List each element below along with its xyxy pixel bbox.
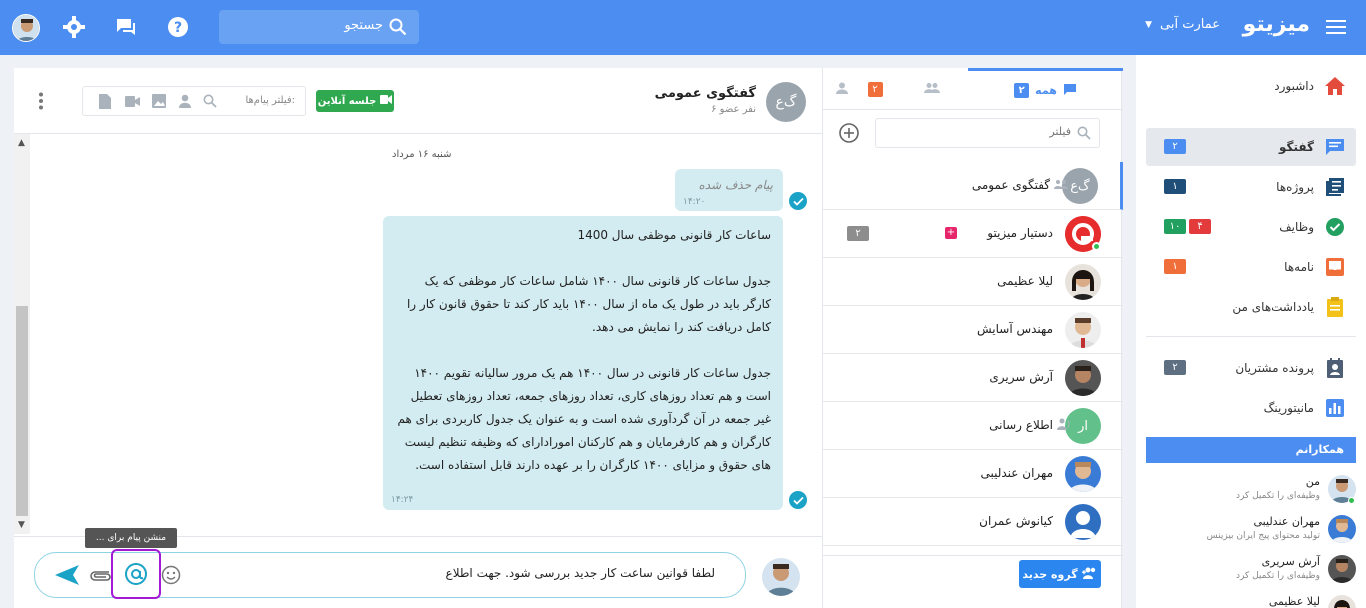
settings-gear-icon[interactable] [60,13,88,41]
tasks-count-badge: ۱۰ [1164,219,1186,234]
message-title: ساعات کار قانونی موظفی سال 1400 [577,228,771,242]
scrollbar[interactable] [14,134,30,534]
scroll-up-arrow[interactable]: ▲ [18,138,25,148]
chat-list-tabs [823,68,1123,110]
chat-item-general[interactable]: گ‌ع گفتگوی عمومی [823,162,1123,210]
chat-item-kianoush[interactable]: کیانوش عمران [823,498,1123,546]
help-icon[interactable] [164,13,192,41]
search-icon [389,18,407,39]
composer-avatar [762,558,800,596]
sidebar-item-customers[interactable]: پرونده مشتریان ۲ [1146,349,1356,387]
image-filter-icon[interactable] [152,94,166,111]
message-filter-box[interactable] [82,86,306,116]
avatar: ار [1065,408,1101,444]
message-bubble[interactable] [383,216,783,510]
chat-filter-input[interactable] [891,125,1071,138]
sidebar-divider [1146,336,1356,337]
chat-window [14,68,822,608]
sidebar-item-chat[interactable]: گفتگو ۲ [1146,128,1356,166]
message-paragraph: جدول ساعات کار قانونی سال ۱۴۰۰ شامل ساعات کار موظفی که یک کارگر باید در طول یک ماه از سال ۱۴۰۰ باید کار کند تا حقوق قانون کار را کامل دریافت کند را نمایش می دهد. [406,274,771,334]
chat-list-footer-divider [823,555,1123,556]
top-bar [0,0,1366,55]
message-time: ۱۴:۲۰ [683,197,706,207]
avatar[interactable]: گ‌ع [766,82,806,122]
person-filter-icon[interactable] [178,94,192,111]
read-check-icon [789,192,807,210]
customers-icon [1324,357,1346,379]
broadcast-icon [1057,418,1071,433]
chat-item-mehran[interactable]: مهران عندلیبی [823,450,1123,498]
letters-count-badge: ۱ [1164,259,1186,274]
message-bubble-deleted[interactable] [675,169,783,211]
sidebar-item-letters[interactable]: نامه‌ها ۱ [1146,248,1356,286]
tasks-overdue-badge: ۴ [1189,219,1211,234]
tab-all[interactable]: همه ۲ [968,68,1123,110]
emoji-icon[interactable] [161,565,181,588]
svg-text:?: ? [173,20,183,36]
colleague-item[interactable]: مهران عندلیبی تولید محتوای پیج ایران بیزینس [1146,509,1356,549]
chat-title: گفتگوی عمومی [654,86,756,101]
chat-header [14,68,822,134]
messages-icon[interactable] [112,13,140,41]
search-input[interactable] [233,18,383,33]
search-icon[interactable] [203,94,217,111]
sidebar-item-notes[interactable]: یادداشت‌های من [1146,288,1356,326]
tab-groups[interactable] [895,68,968,110]
filter-label: فیلتر پیام‌ها: [245,95,295,106]
tab-private[interactable] [823,68,895,110]
customers-count-badge: ۲ [1164,360,1186,375]
add-group-icon [1082,567,1098,582]
message-time: ۱۴:۲۴ [391,495,414,505]
date-separator: شنبه ۱۶ مرداد [392,149,452,160]
chat-bubble-icon [1063,83,1077,99]
more-options-icon[interactable] [38,92,44,113]
sidebar-item-projects[interactable]: پروژه‌ها ۱ [1146,168,1356,206]
company-name: عمارت آبی [1160,17,1220,32]
chat-item-announcements[interactable]: ار اطلاع رسانی [823,402,1123,450]
avatar [1065,360,1101,396]
tab-private-badge: ۲ [868,82,883,97]
spacer [395,247,771,270]
message-composer [34,552,746,598]
main-sidebar [1136,55,1366,608]
avatar [1065,264,1101,300]
avatar [1065,312,1101,348]
read-check-icon [789,491,807,509]
chat-member-count: ۶ نفر عضو [711,104,756,115]
chat-list-panel [822,68,1122,608]
deleted-message-text: پیام حذف شده [698,178,773,192]
at-sign-icon [124,562,148,586]
message-paragraph: جدول ساعات کار قانونی در سال ۱۴۰۰ هم یک مرور سالیانه تقویم ۱۴۰۰ است و هم تعداد روزهای کاری، تعداد روزهای جمعه، تعداد روزهای تعطیل غیر جمعه در آن گردآوری شده است و به عنوان یک جدول کاربردی برای هم کارگران و هم کارفرمایان و هم کارکنان امورادارای که وظیفه تنظیم لیست های حقوق و مزایای ۱۴۰۰ کارگران را بر عهده دارند قابل استفاده است. [397,366,771,472]
chat-filter-box[interactable] [875,118,1100,148]
plus-badge-icon: + [946,227,956,238]
brand-logo[interactable]: میزیتو [1242,12,1310,37]
user-avatar[interactable] [12,14,40,42]
chat-item-assistant[interactable]: دستیار میزیتو + ۲ [823,210,1123,258]
global-search[interactable] [219,10,419,44]
chat-count-badge: ۲ [1164,139,1186,154]
mail-icon [1324,256,1346,278]
chevron-down-icon: ▼ [1145,19,1153,30]
unread-badge: ۲ [847,226,869,241]
colleague-item[interactable]: آرش سریری وظیفه‌ای را تکمیل کرد [1146,549,1356,589]
tab-all-badge: ۲ [1014,83,1029,98]
colleague-item[interactable]: لیلا عظیمی [1146,589,1356,608]
menu-icon[interactable] [1322,13,1350,41]
group-icon [924,82,940,97]
message-input[interactable] [195,566,715,580]
chat-icon [1324,136,1346,158]
file-filter-icon[interactable] [99,94,111,112]
mention-tooltip: منشن پیام برای ... [85,528,177,548]
chat-item-arash[interactable]: آرش سریری [823,354,1123,402]
attachment-icon[interactable] [89,567,111,584]
monitoring-icon [1324,397,1346,419]
chat-item-asayesh[interactable]: مهندس آسایش [823,306,1123,354]
video-filter-icon[interactable] [125,96,140,110]
person-icon [836,82,848,97]
scroll-thumb[interactable] [16,306,28,516]
notes-icon [1324,296,1346,318]
avatar [1328,555,1356,583]
add-chat-button[interactable] [839,123,859,146]
colleague-item[interactable]: من وظیفه‌ای را تکمیل کرد [1146,469,1356,509]
mention-button[interactable] [111,549,161,599]
projects-icon [1324,176,1346,198]
home-icon [1324,75,1346,97]
video-camera-icon [380,95,392,107]
avatar [1065,456,1101,492]
online-dot [1348,497,1355,504]
chat-item-leila[interactable]: لیلا عظیمی [823,258,1123,306]
avatar [1065,504,1101,540]
new-group-button[interactable]: گروه جدید [1019,560,1101,588]
colleagues-header: همکارانم [1146,437,1356,463]
sidebar-item-monitoring[interactable]: مانیتورینگ [1146,389,1356,427]
send-icon[interactable] [55,565,79,588]
company-switcher[interactable] [1145,17,1220,32]
scroll-down-arrow[interactable]: ▼ [18,520,25,530]
group-small-icon [1054,178,1068,192]
avatar [1328,515,1356,543]
search-icon [1077,126,1091,143]
online-dot [1092,242,1101,251]
sidebar-item-tasks[interactable]: وظایف ۴ ۱۰ [1146,208,1356,246]
spacer [395,339,771,362]
avatar: گ‌ع [1062,168,1098,204]
avatar [1328,595,1356,608]
online-meeting-button[interactable]: جلسه آنلاین [316,90,394,112]
sidebar-item-dashboard[interactable]: داشبورد [1146,67,1356,105]
projects-count-badge: ۱ [1164,179,1186,194]
tasks-icon [1324,216,1346,238]
